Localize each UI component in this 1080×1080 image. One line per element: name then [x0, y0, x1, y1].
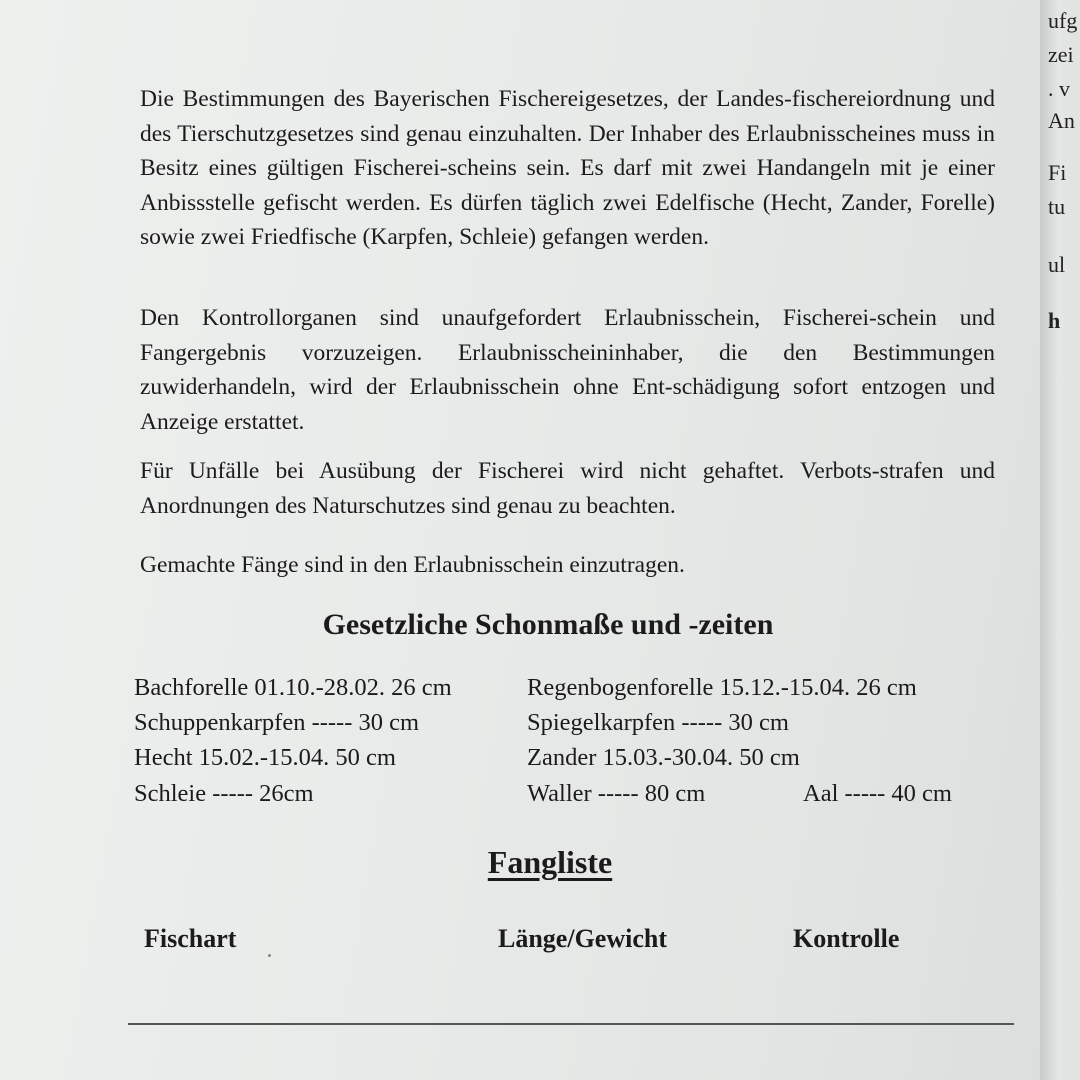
adjacent-page-edge: [1040, 0, 1080, 1080]
column-laenge-gewicht: Länge/Gewicht: [498, 924, 667, 953]
column-fischart: Fischart: [144, 924, 237, 953]
adjacent-text-fragment: tu: [1048, 194, 1066, 219]
schonmass-left-1: Bachforelle 01.10.-28.02. 26 cm: [134, 674, 452, 701]
adjacent-text-fragment: An: [1048, 108, 1075, 133]
schonmass-extra: Aal ----- 40 cm: [803, 780, 952, 807]
column-kontrolle: Kontrolle: [793, 924, 900, 953]
adjacent-text-fragment: Fi: [1048, 160, 1067, 185]
adjacent-text-fragment: h: [1048, 308, 1061, 333]
paragraph-catches: Gemachte Fänge sind in den Erlaubnisschein einzutragen.: [140, 552, 685, 578]
schonmass-left-2: Schuppenkarpfen ----- 30 cm: [134, 709, 420, 736]
entry-line: [128, 1023, 1014, 1025]
paragraph-liability: Für Unfälle bei Ausübung der Fischerei wird nicht gehaftet. Verbots-strafen und Anordnungen des Naturschutzes sind genau zu beachten.: [140, 458, 995, 519]
adjacent-text-fragment: ul: [1048, 252, 1066, 277]
paragraph-regulations: Die Bestimmungen des Bayerischen Fischereigesetzes, der Landes-fischereiordnung und des Tierschutzgesetzes sind genau einzuhalten. Der Inhaber des Erlaubnisscheines muss in Besitz eines gültigen Fischerei-scheins sein. Es darf mit zwei Handangeln mit je einer Anbissstelle gefischt werden. Es dürfen täglich zwei Edelfische (Hecht, Zander, Forelle) sowie zwei Friedfische (Karpfen, Schleie) gefangen werden.: [140, 86, 995, 250]
fangliste-heading: Fangliste: [487, 844, 613, 880]
paragraph-control: Den Kontrollorganen sind unaufgefordert Erlaubnisschein, Fischerei-schein und Fangergebnis vorzuzeigen. Erlaubnisscheininhaber, die den Bestimmungen zuwiderhandeln, wird der Erlaubnisschein ohne Ent-schädigung sofort entzogen und Anzeige erstattet.: [140, 305, 995, 435]
adjacent-text-fragment: . v: [1048, 76, 1070, 101]
adjacent-text-fragment: zei: [1048, 42, 1074, 67]
schonmass-right-3: Zander 15.03.-30.04. 50 cm: [527, 744, 800, 771]
schonmass-left-4: Schleie ----- 26cm: [134, 780, 314, 807]
paper-speck: [268, 954, 271, 957]
schonmasse-heading: Gesetzliche Schonmaße und -zeiten: [322, 608, 774, 641]
schonmass-right-2: Spiegelkarpfen ----- 30 cm: [527, 709, 789, 736]
schonmass-right-1: Regenbogenforelle 15.12.-15.04. 26 cm: [527, 674, 917, 701]
schonmass-right-4: Waller ----- 80 cm: [527, 780, 706, 807]
schonmass-left-3: Hecht 15.02.-15.04. 50 cm: [134, 744, 396, 771]
adjacent-text-fragment: ufg: [1048, 8, 1078, 33]
